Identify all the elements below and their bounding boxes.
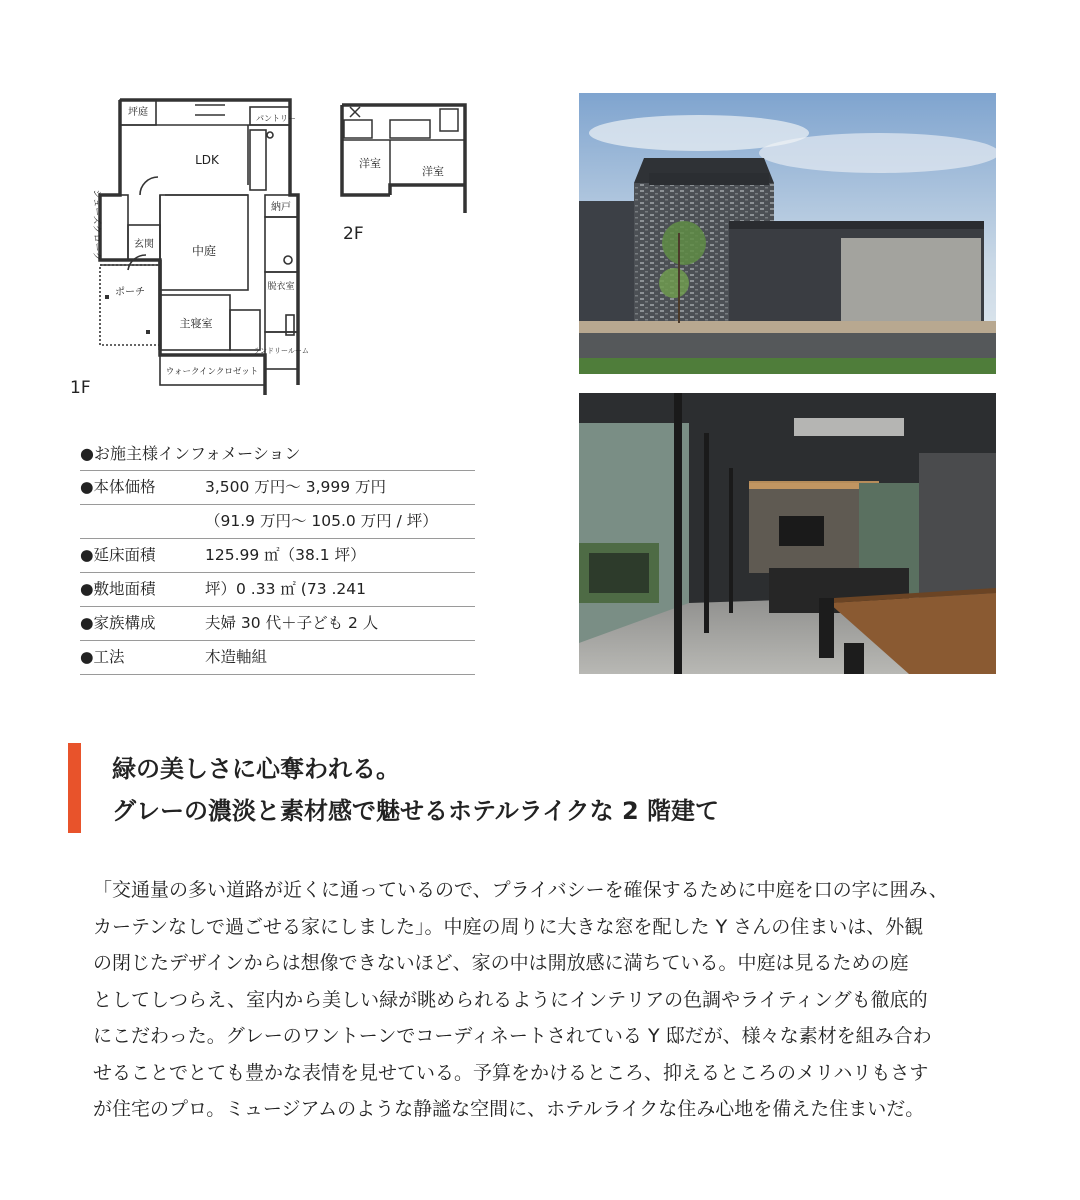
room-master-bedroom: 主寝室 [179,317,213,330]
floor-plan-2f [330,95,480,245]
body-line: としてしつらえ、室内から美しい緑が眺められるようにインテリアの色調やライティングも徹底的 [93,988,928,1011]
room-ldk: LDK [195,153,219,167]
info-value: 坪）0 .33 ㎡ (73 .241 [205,580,367,598]
info-row [80,505,475,539]
info-row [80,641,475,675]
owner-info-heading: ●お施主様インフォメーション [80,440,475,471]
body-line: カーテンなしで過ごせる家にしました」。中庭の周りに大きな窓を配した Y さんの住まいは、外観 [93,915,924,938]
headline-line-1: 緑の美しさに心奪われる。 [112,755,400,783]
room-nando: 納戸 [271,202,291,213]
info-key [80,505,205,538]
room-walkin-closet: ウォークインクロゼット [165,367,259,377]
room-nakaniwa: 中庭 [191,244,217,258]
info-key: ●本体価格 [80,478,156,496]
body-line: が住宅のプロ。ミュージアムのような静謐な空間に、ホテルライクな住み心地を備えた住まいだ。 [93,1098,925,1120]
info-value: 木造軸組 [205,648,268,666]
headline-accent-bar [68,743,81,833]
info-value: 3,500 万円〜 3,999 万円 [205,478,387,496]
info-key: ●家族構成 [80,614,156,632]
body-line: せることでとても豊かな表情を見せている。予算をかけるところ、抑えるところのメリハリもさす [93,1061,929,1084]
floor-plan-1f [60,95,320,405]
info-value: 夫婦 30 代＋子ども 2 人 [205,614,379,632]
article-headline [112,748,719,832]
info-key: ●敷地面積 [80,580,156,598]
owner-info-table [80,440,475,675]
room-pantry: パントリー [256,114,296,123]
interior-photo [579,393,996,674]
room-dressing: 脱衣室 [267,282,295,292]
room-shoes-closet: シューズクローク [91,189,101,261]
room-2f-western-b: 洋室 [422,165,444,178]
floor-label-2f: 2F [343,224,364,244]
body-line: 「交通量の多い道路が近くに通っているので、プライバシーを確保するために中庭を口の字に囲み、 [93,879,948,901]
room-2f-western-a: 洋室 [359,157,381,170]
headline-line-2: グレーの濃淡と素材感で魅せるホテルライクな 2 階建て [112,797,720,825]
info-row [80,471,475,505]
floor-label-1f: 1F [70,378,91,398]
info-row [80,539,475,573]
info-value: （91.9 万円〜 105.0 万円 / 坪） [205,512,438,530]
room-tsuboniwa: 坪庭 [128,107,148,118]
room-genkan: 玄関 [134,239,154,250]
info-row [80,573,475,607]
article-body [93,872,993,1128]
exterior-photo [579,93,996,374]
room-porch: ポーチ [115,287,145,298]
body-line: にこだわった。グレーのワントーンでコーディネートされている Y 邸だが、様々な素材を組み合わ [93,1025,932,1047]
info-key: ●延床面積 [80,546,156,564]
body-line: の閉じたデザインからは想像できないほど、家の中は開放感に満ちている。中庭は見るための庭 [93,952,909,974]
info-value: 125.99 ㎡（38.1 坪） [205,546,366,564]
info-key: ●工法 [80,648,125,666]
info-row [80,607,475,641]
room-laundry: ランドリールーム [253,347,309,355]
